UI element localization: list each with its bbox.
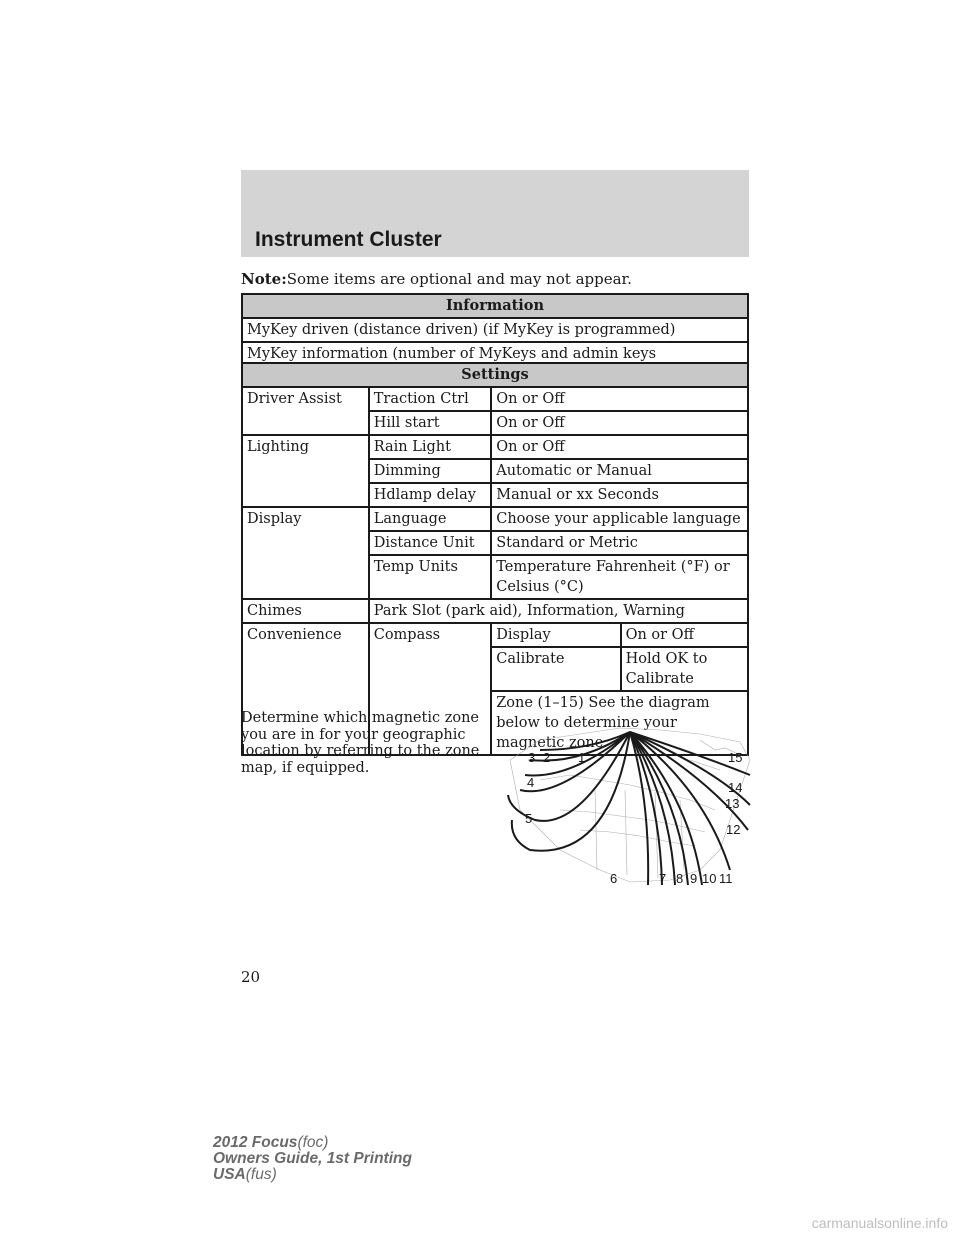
note xyxy=(241,270,632,288)
footer-model-code: (foc) xyxy=(297,1134,329,1151)
page-number: 20 xyxy=(241,968,261,986)
zone-label: 2 xyxy=(543,750,551,765)
zone-label: 5 xyxy=(525,811,533,826)
settings-item: Compass xyxy=(369,623,492,755)
settings-value: On or Off xyxy=(491,411,748,435)
section-title: Instrument Cluster xyxy=(255,228,442,251)
settings-subitem: Calibrate xyxy=(491,647,620,691)
zone-label: 6 xyxy=(610,871,618,886)
settings-item: Distance Unit xyxy=(369,531,492,555)
footer xyxy=(213,1135,412,1183)
settings-value: Standard or Metric xyxy=(491,531,748,555)
zone-label: 8 xyxy=(676,871,684,886)
table-row: MyKey information (number of MyKeys and admin keys xyxy=(242,342,748,386)
settings-category: Driver Assist xyxy=(242,387,369,435)
settings-category: Display xyxy=(242,507,369,599)
settings-value: Temperature Fahrenheit (°F) or Celsius (°C) xyxy=(491,555,748,599)
settings-value: On or Off xyxy=(491,435,748,459)
settings-value: Choose your applicable language xyxy=(491,507,748,531)
settings-category: Chimes xyxy=(242,599,369,623)
settings-value: Manual or xx Seconds xyxy=(491,483,748,507)
settings-table xyxy=(241,362,749,756)
footer-region: USA xyxy=(213,1166,246,1183)
zone-label: 12 xyxy=(726,822,741,837)
table-row: MyKey driven (distance driven) (if MyKey is programmed) xyxy=(242,318,748,342)
zone-label: 15 xyxy=(728,750,743,765)
settings-value: Zone (1–15) See the diagram below to determine your magnetic zone. xyxy=(491,691,748,755)
zone-label: 3 xyxy=(528,750,536,765)
settings-item: Temp Units xyxy=(369,555,492,599)
footer-region-code: (fus) xyxy=(245,1166,277,1183)
magnetic-zone-map xyxy=(500,720,752,890)
settings-value: Hold OK to Calibrate xyxy=(621,647,748,691)
settings-value: Park Slot (park aid), Information, Warning xyxy=(369,599,748,623)
zone-label: 14 xyxy=(728,780,743,795)
footer-guide: Owners Guide, 1st Printing xyxy=(213,1150,412,1167)
settings-value: On or Off xyxy=(491,387,748,411)
settings-item: Dimming xyxy=(369,459,492,483)
settings-subitem: Display xyxy=(491,623,620,647)
watermark: carmanualsonline.info xyxy=(811,1215,948,1231)
settings-value: Automatic or Manual xyxy=(491,459,748,483)
settings-item: Traction Ctrl xyxy=(369,387,492,411)
settings-category: Lighting xyxy=(242,435,369,507)
zone-label: 9 xyxy=(690,871,698,886)
settings-table-title: Settings xyxy=(242,363,748,387)
settings-category: Convenience xyxy=(242,623,369,755)
footer-model: 2012 Focus xyxy=(213,1134,298,1151)
zone-label: 11 xyxy=(719,871,733,886)
note-text: Some items are optional and may not appear. xyxy=(286,270,632,288)
determine-text: Determine which magnetic zone you are in for your geographic location by referring to the zone map, if equipped. xyxy=(241,710,480,776)
zone-label: 13 xyxy=(725,796,740,811)
settings-item: Hill start xyxy=(369,411,492,435)
note-label: Note: xyxy=(241,270,287,288)
settings-item: Language xyxy=(369,507,492,531)
information-table-title: Information xyxy=(242,294,748,318)
zone-label: 1 xyxy=(578,750,586,765)
settings-item: Rain Light xyxy=(369,435,492,459)
zone-label: 7 xyxy=(659,871,667,886)
settings-item: Hdlamp delay xyxy=(369,483,492,507)
zone-label: 10 xyxy=(702,871,717,886)
zone-label: 4 xyxy=(527,775,535,790)
settings-value: On or Off xyxy=(621,623,748,647)
